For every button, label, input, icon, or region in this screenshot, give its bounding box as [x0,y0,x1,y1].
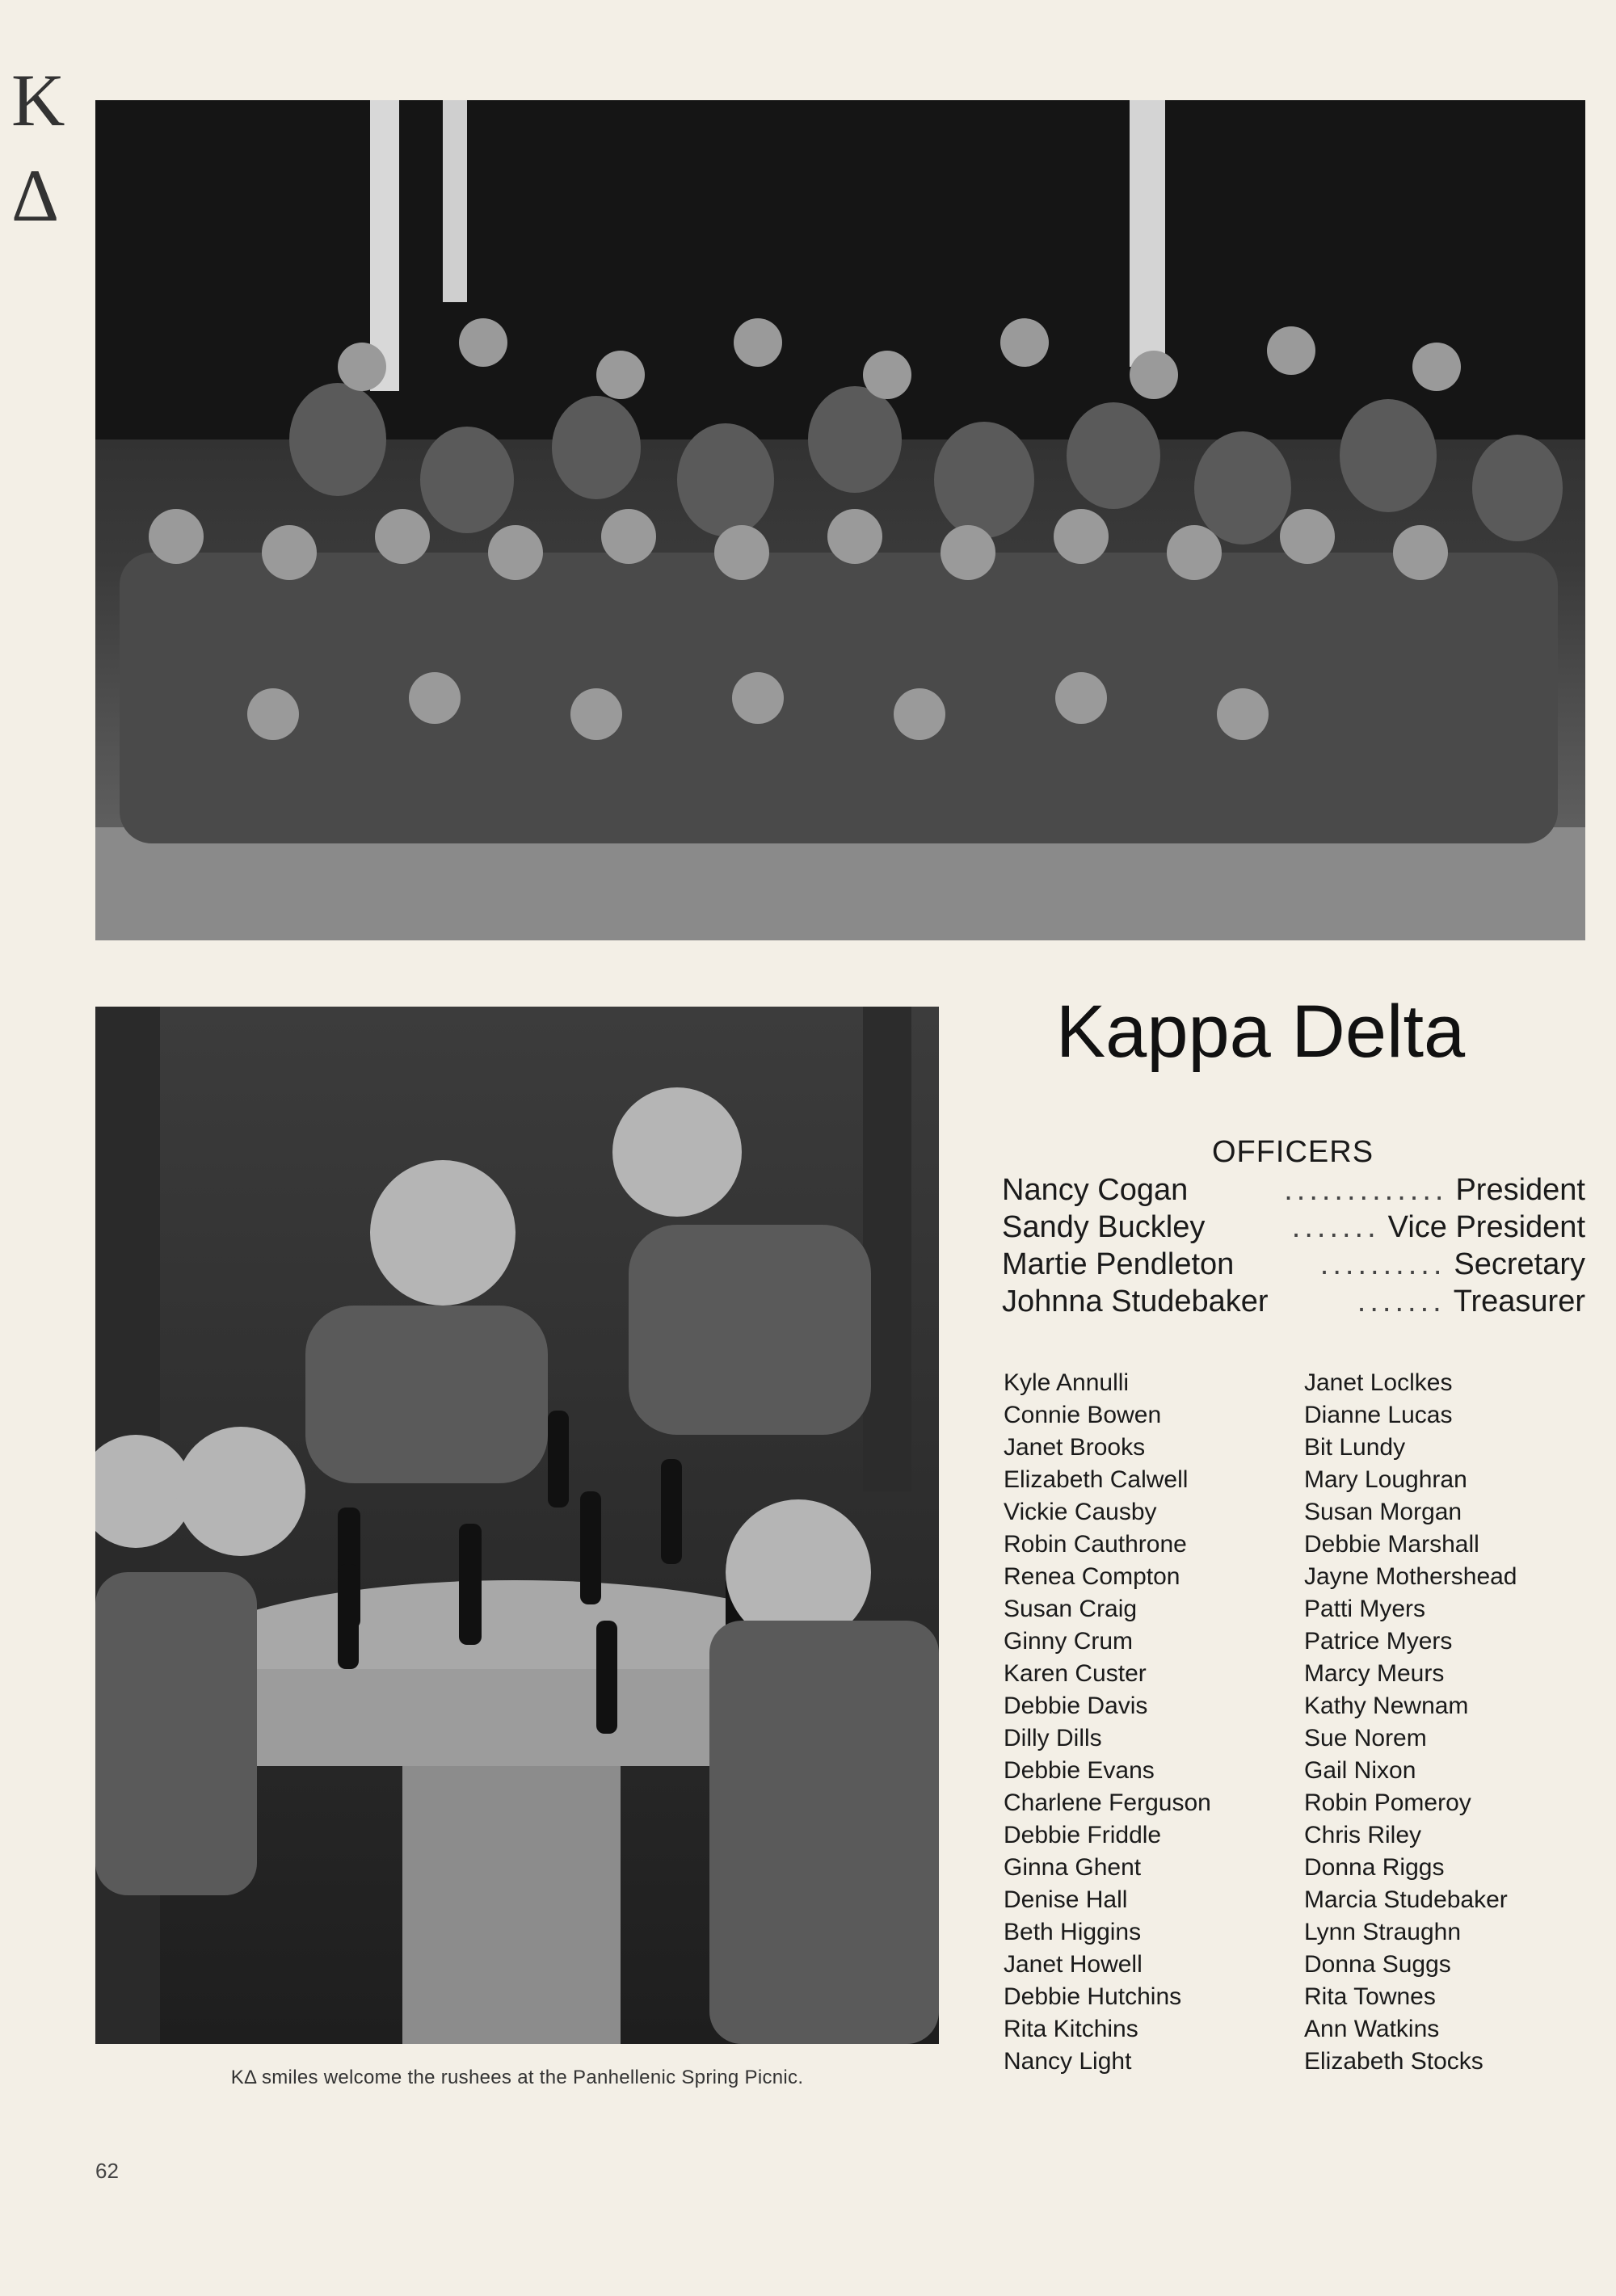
officers-heading: OFFICERS [1211,1135,1374,1169]
member-name: Debbie Evans [1004,1757,1155,1784]
member-name: Lynn Straughn [1304,1919,1462,1945]
member-name: Marcia Studebaker [1304,1886,1508,1913]
member-name: Karen Custer [1004,1660,1147,1687]
member-name: Beth Higgins [1004,1919,1142,1945]
member-name: Debbie Friddle [1004,1822,1162,1848]
officer-role: Secretary [1454,1247,1585,1281]
officer-name: Martie Pendleton [1002,1247,1235,1281]
officer-row [1002,1247,1585,1285]
leader-dots: .......... [1319,1247,1446,1281]
member-name: Debbie Davis [1004,1693,1148,1719]
member-name: Rita Kitchins [1004,2016,1138,2042]
member-name: Elizabeth Calwell [1004,1466,1189,1493]
officer-role: President [1455,1173,1585,1207]
member-name: Ginny Crum [1004,1628,1134,1655]
leader-dots: ....... [1357,1285,1446,1318]
officer-name: Johnna Studebaker [1002,1285,1269,1318]
officer-name: Sandy Buckley [1002,1210,1206,1244]
member-name: Mary Loughran [1304,1466,1467,1493]
member-name: Debbie Hutchins [1004,1983,1182,2010]
member-name: Debbie Marshall [1304,1531,1479,1558]
member-name: Kathy Newnam [1304,1693,1469,1719]
member-name: Robin Pomeroy [1304,1789,1471,1816]
member-name: Renea Compton [1004,1563,1180,1590]
member-name: Donna Suggs [1304,1951,1451,1978]
photo-caption: KΔ smiles welcome the rushees at the Panhellenic Spring Picnic. [230,2067,804,2088]
member-name: Ann Watkins [1304,2016,1440,2042]
member-name: Janet Loclkes [1304,1369,1453,1396]
officer-role: Vice President [1387,1210,1585,1244]
member-name: Dianne Lucas [1304,1402,1453,1428]
member-name: Ginna Ghent [1004,1854,1142,1881]
member-name: Patti Myers [1304,1596,1426,1622]
picnic-photo [95,1007,939,2044]
member-name: Denise Hall [1004,1886,1128,1913]
officer-role: Treasurer [1453,1285,1585,1318]
member-name: Rita Townes [1304,1983,1436,2010]
member-name: Kyle Annulli [1004,1369,1130,1396]
leader-dots: ............. [1284,1173,1448,1207]
page-number: 62 [95,2159,119,2183]
leader-dots: ....... [1291,1210,1380,1244]
group-photo [95,100,1585,940]
greek-letter-delta: Δ [11,154,60,237]
officer-row [1002,1285,1585,1322]
members-list-right [1304,1367,1517,2078]
member-name: Susan Craig [1004,1596,1138,1622]
greek-letter-kappa: K [11,59,65,141]
officer-name: Nancy Cogan [1002,1173,1189,1207]
member-name: Janet Howell [1004,1951,1143,1978]
officer-row [1002,1210,1585,1247]
member-name: Bit Lundy [1304,1434,1406,1461]
member-name: Chris Riley [1304,1822,1422,1848]
member-name: Robin Cauthrone [1004,1531,1187,1558]
member-name: Elizabeth Stocks [1304,2048,1483,2075]
member-name: Charlene Ferguson [1004,1789,1211,1816]
member-name: Patrice Myers [1304,1628,1453,1655]
member-name: Jayne Mothershead [1304,1563,1517,1590]
member-name: Nancy Light [1004,2048,1132,2075]
member-name: Donna Riggs [1304,1854,1445,1881]
page-title: Kappa Delta [1055,990,1466,1073]
member-name: Gail Nixon [1304,1757,1416,1784]
member-name: Vickie Causby [1004,1499,1157,1525]
member-name: Sue Norem [1304,1725,1427,1751]
member-name: Susan Morgan [1304,1499,1462,1525]
member-name: Janet Brooks [1004,1434,1146,1461]
member-name: Dilly Dills [1004,1725,1102,1751]
members-list-left [1004,1367,1211,2078]
member-name: Connie Bowen [1004,1402,1162,1428]
officer-row [1002,1173,1585,1210]
member-name: Marcy Meurs [1304,1660,1445,1687]
